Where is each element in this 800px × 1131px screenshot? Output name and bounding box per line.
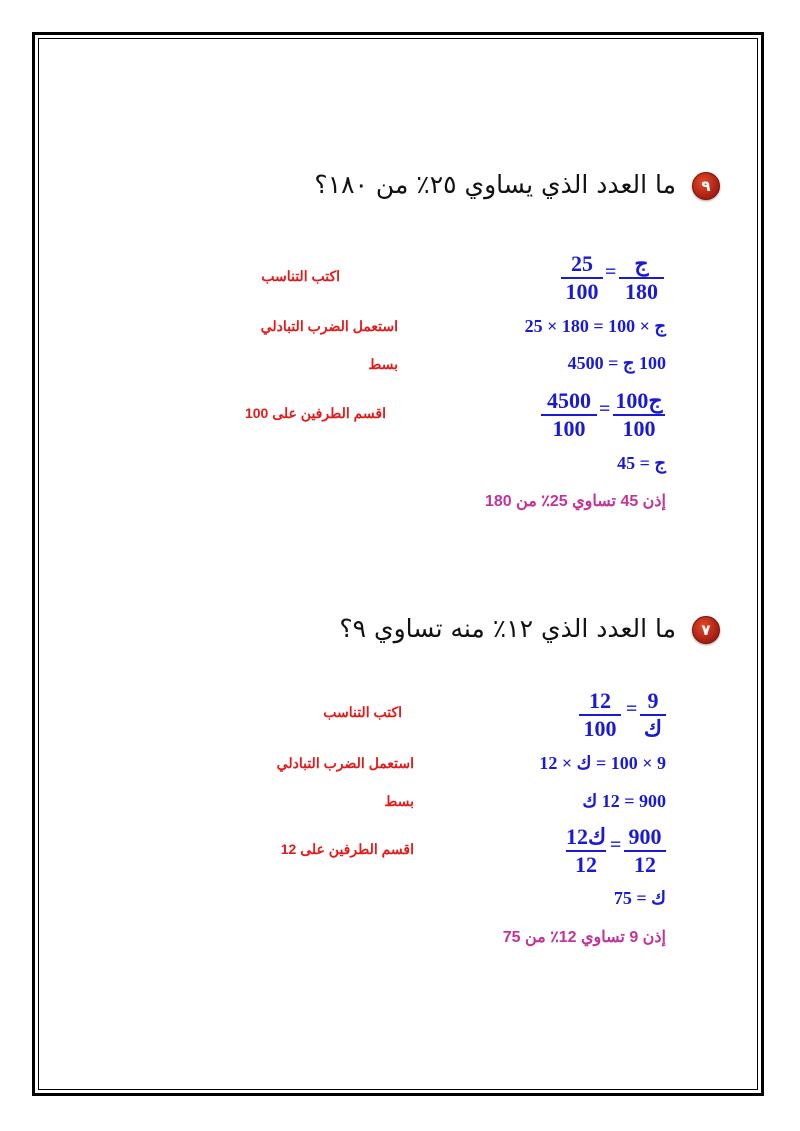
q2-equals-sign-2: = xyxy=(610,834,622,856)
question-1-text: ما العدد الذي يساوي ٢٥٪ من ١٨٠؟ xyxy=(314,170,677,199)
fraction-denominator: 180 xyxy=(625,279,658,304)
fraction-numerator: 9 xyxy=(647,688,659,713)
fraction-numerator: 12ك xyxy=(566,824,607,849)
q2-fraction-9-over-k xyxy=(640,689,666,741)
q1-equals-sign-2: = xyxy=(599,398,611,420)
q1-fraction-c-over-180 xyxy=(619,252,664,304)
question-1-title xyxy=(314,170,720,200)
question-1-number-badge: ٩ xyxy=(692,172,720,200)
q1-step-cross-multiply: ج × 100 = 180 × 25 xyxy=(524,316,666,336)
fraction-numerator: 4500 xyxy=(547,388,591,413)
q2-equals-sign: = xyxy=(626,698,638,720)
fraction-denominator: 100 xyxy=(552,416,586,441)
fraction-denominator: 100 xyxy=(565,279,599,304)
fraction-numerator: 25 xyxy=(571,251,593,276)
q1-note-write-proportion: اكتب التناسب xyxy=(261,268,340,284)
q1-note-divide: اقسم الطرفين على 100 xyxy=(244,405,386,421)
q1-step-simplify: 100 ج = 4500 xyxy=(567,353,666,373)
q1-step-result: ج = 45 xyxy=(617,453,666,473)
q2-step-cross-multiply: 9 × 100 = ك × 12 xyxy=(539,753,666,773)
q2-conclusion: إذن 9 تساوي 12٪ من 75 xyxy=(502,929,666,946)
q1-equals-sign: = xyxy=(605,261,617,283)
q2-note-simplify: بسط xyxy=(384,793,414,809)
question-2-title xyxy=(339,614,720,644)
q1-fraction-4500-over-100 xyxy=(541,389,597,441)
q2-note-write-proportion: اكتب التناسب xyxy=(323,704,402,720)
fraction-numerator: ج xyxy=(634,251,649,276)
q1-fraction-100c-over-100 xyxy=(613,389,665,441)
fraction-denominator: 100 xyxy=(622,416,656,441)
fraction-denominator: 12 xyxy=(575,852,597,877)
q2-note-divide: اقسم الطرفين على 12 xyxy=(280,841,414,857)
q2-note-cross-multiply: استعمل الضرب التبادلي xyxy=(276,755,414,771)
q2-fraction-900-over-12 xyxy=(624,825,666,877)
fraction-denominator: 12 xyxy=(634,852,656,877)
fraction-numerator: 12 xyxy=(589,688,611,713)
q1-conclusion: إذن 45 تساوي 25٪ من 180 xyxy=(484,493,666,510)
q1-note-cross-multiply: استعمل الضرب التبادلي xyxy=(260,318,398,334)
fraction-denominator: ك xyxy=(643,716,663,741)
q1-note-simplify: بسط xyxy=(368,356,398,372)
q2-step-result: ك = 75 xyxy=(613,888,666,908)
fraction-numerator: 100ج xyxy=(615,388,663,413)
q2-step-simplify: 900 = 12 ك xyxy=(582,791,666,811)
q2-fraction-12k-over-12 xyxy=(566,825,606,877)
fraction-numerator: 900 xyxy=(628,824,662,849)
q1-fraction-25-over-100 xyxy=(561,252,603,304)
question-2-number-badge: ٧ xyxy=(692,616,720,644)
question-2-text: ما العدد الذي ١٢٪ منه تساوي ٩؟ xyxy=(339,614,677,643)
fraction-denominator: 100 xyxy=(583,716,617,741)
q2-fraction-12-over-100 xyxy=(579,689,621,741)
